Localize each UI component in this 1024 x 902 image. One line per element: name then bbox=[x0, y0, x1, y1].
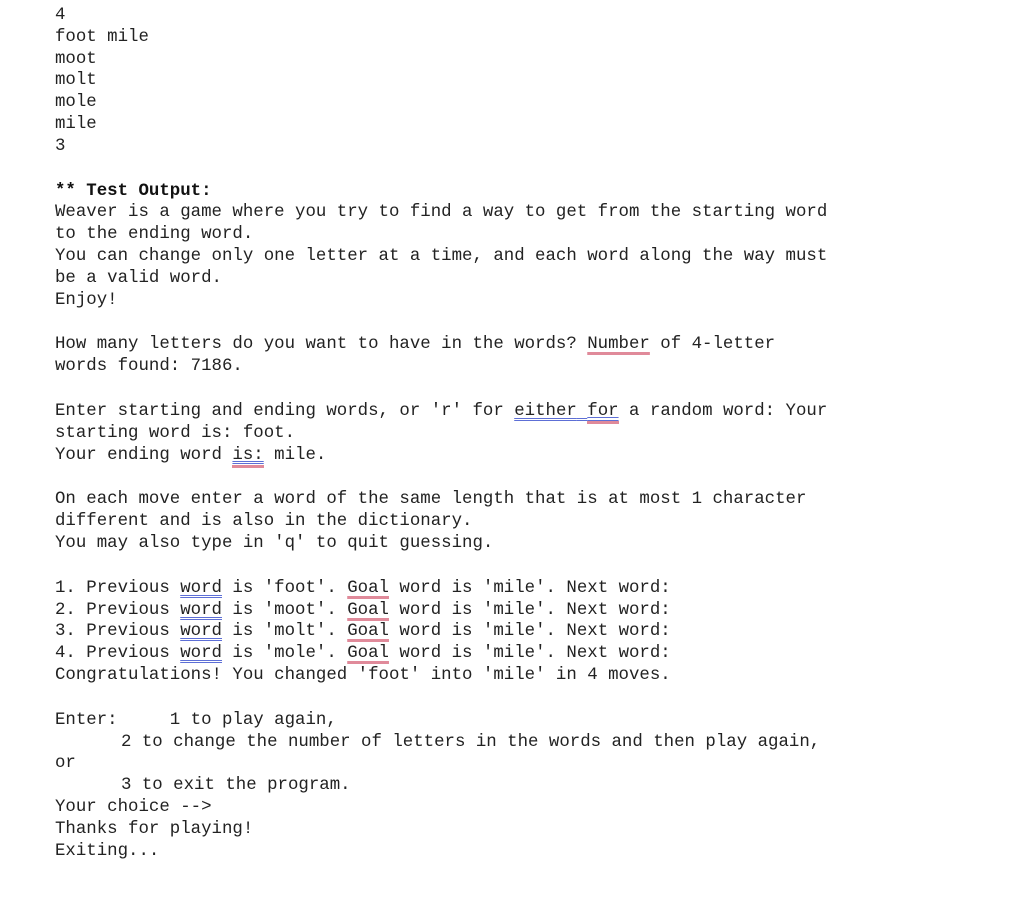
grammar-flag-word: word bbox=[180, 578, 222, 598]
move-prefix: 2. Previous bbox=[55, 600, 181, 620]
ending-word-post: mile. bbox=[263, 445, 327, 465]
move-line-2 bbox=[55, 600, 1005, 622]
move-mid: is 'molt'. bbox=[221, 622, 348, 642]
move-mid: is 'moot'. bbox=[221, 600, 348, 620]
thanks-line: Thanks for playing! bbox=[55, 819, 254, 839]
spellcheck-flag-goal: Goal bbox=[347, 644, 389, 664]
ending-word-line bbox=[55, 445, 1005, 467]
rules-line-2: different and is also in the dictionary. bbox=[55, 512, 473, 532]
move-mid: is 'foot'. bbox=[221, 578, 348, 598]
intro-line-3: You can change only one letter at a time, and each word along the way must bbox=[55, 246, 828, 266]
intro-line-2: to the ending word. bbox=[55, 225, 254, 245]
move-suffix: word is 'mile'. Next word: bbox=[388, 578, 671, 598]
grammar-flag-word: word bbox=[180, 600, 222, 620]
move-mid: is 'mole'. bbox=[221, 644, 348, 664]
input-move-4: mile bbox=[55, 114, 97, 134]
words-prompt-text: Enter starting and ending words, or 'r' for bbox=[55, 401, 515, 421]
input-words-pair: foot mile bbox=[55, 27, 149, 47]
move-suffix: word is 'mile'. Next word: bbox=[388, 622, 671, 642]
intro-line-4: be a valid word. bbox=[55, 268, 222, 288]
words-prompt-post: a random word: Your bbox=[618, 401, 828, 421]
menu-choice-prompt: Your choice --> bbox=[55, 797, 212, 817]
input-move-2: molt bbox=[55, 71, 97, 91]
move-prefix: 3. Previous bbox=[55, 622, 181, 642]
input-move-3: mole bbox=[55, 93, 97, 113]
starting-word-line: starting word is: foot. bbox=[55, 423, 296, 443]
grammar-flag-either: either bbox=[514, 401, 577, 421]
grammar-flag-for: for bbox=[587, 402, 618, 424]
ending-word-pre: Your ending word bbox=[55, 445, 233, 465]
exiting-line: Exiting... bbox=[55, 841, 160, 861]
words-prompt-line bbox=[55, 401, 1005, 423]
move-line-1 bbox=[55, 578, 1005, 600]
menu-enter-line: Enter: 1 to play again, bbox=[55, 710, 337, 730]
rules-line-3: You may also type in 'q' to quit guessing. bbox=[55, 533, 494, 553]
spellcheck-flag-goal: Goal bbox=[347, 600, 389, 620]
words-found-line: words found: 7186. bbox=[55, 357, 243, 377]
move-prefix: 1. Previous bbox=[55, 578, 181, 598]
input-choice: 3 bbox=[55, 136, 66, 156]
letters-prompt-line bbox=[55, 334, 1005, 356]
test-output-heading: ** Test Output: bbox=[55, 181, 212, 201]
grammar-flag-is: is: bbox=[232, 446, 263, 468]
input-letters: 4 bbox=[55, 6, 66, 25]
move-line-4 bbox=[55, 643, 1005, 665]
grammar-flag-word: word bbox=[180, 622, 222, 642]
letters-prompt-post: of 4-letter bbox=[649, 335, 776, 355]
grammar-flag-word: word bbox=[180, 644, 222, 664]
menu-option-3: 3 to exit the program. bbox=[121, 776, 351, 796]
grammar-flag-space bbox=[577, 402, 587, 421]
move-suffix: word is 'mile'. Next word: bbox=[388, 644, 671, 664]
spellcheck-flag-goal: Goal bbox=[347, 578, 389, 598]
spellcheck-flag-number: Number bbox=[587, 335, 650, 355]
congrats-line: Congratulations! You changed 'foot' into 'mile' in 4 moves. bbox=[55, 665, 671, 685]
menu-option-2: 2 to change the number of letters in the words and then play again, bbox=[121, 732, 821, 752]
intro-line-5: Enjoy! bbox=[55, 290, 118, 310]
document-body bbox=[55, 5, 1005, 862]
move-suffix: word is 'mile'. Next word: bbox=[388, 600, 671, 620]
rules-line-1: On each move enter a word of the same length that is at most 1 character bbox=[55, 490, 807, 510]
spellcheck-flag-goal: Goal bbox=[347, 622, 389, 642]
intro-line-1: Weaver is a game where you try to find a way to get from the starting word bbox=[55, 203, 828, 223]
move-prefix: 4. Previous bbox=[55, 644, 181, 664]
letters-prompt-text: How many letters do you want to have in the words? bbox=[55, 335, 588, 355]
input-move-1: moot bbox=[55, 49, 97, 69]
menu-or: or bbox=[55, 754, 76, 774]
move-line-3 bbox=[55, 621, 1005, 643]
